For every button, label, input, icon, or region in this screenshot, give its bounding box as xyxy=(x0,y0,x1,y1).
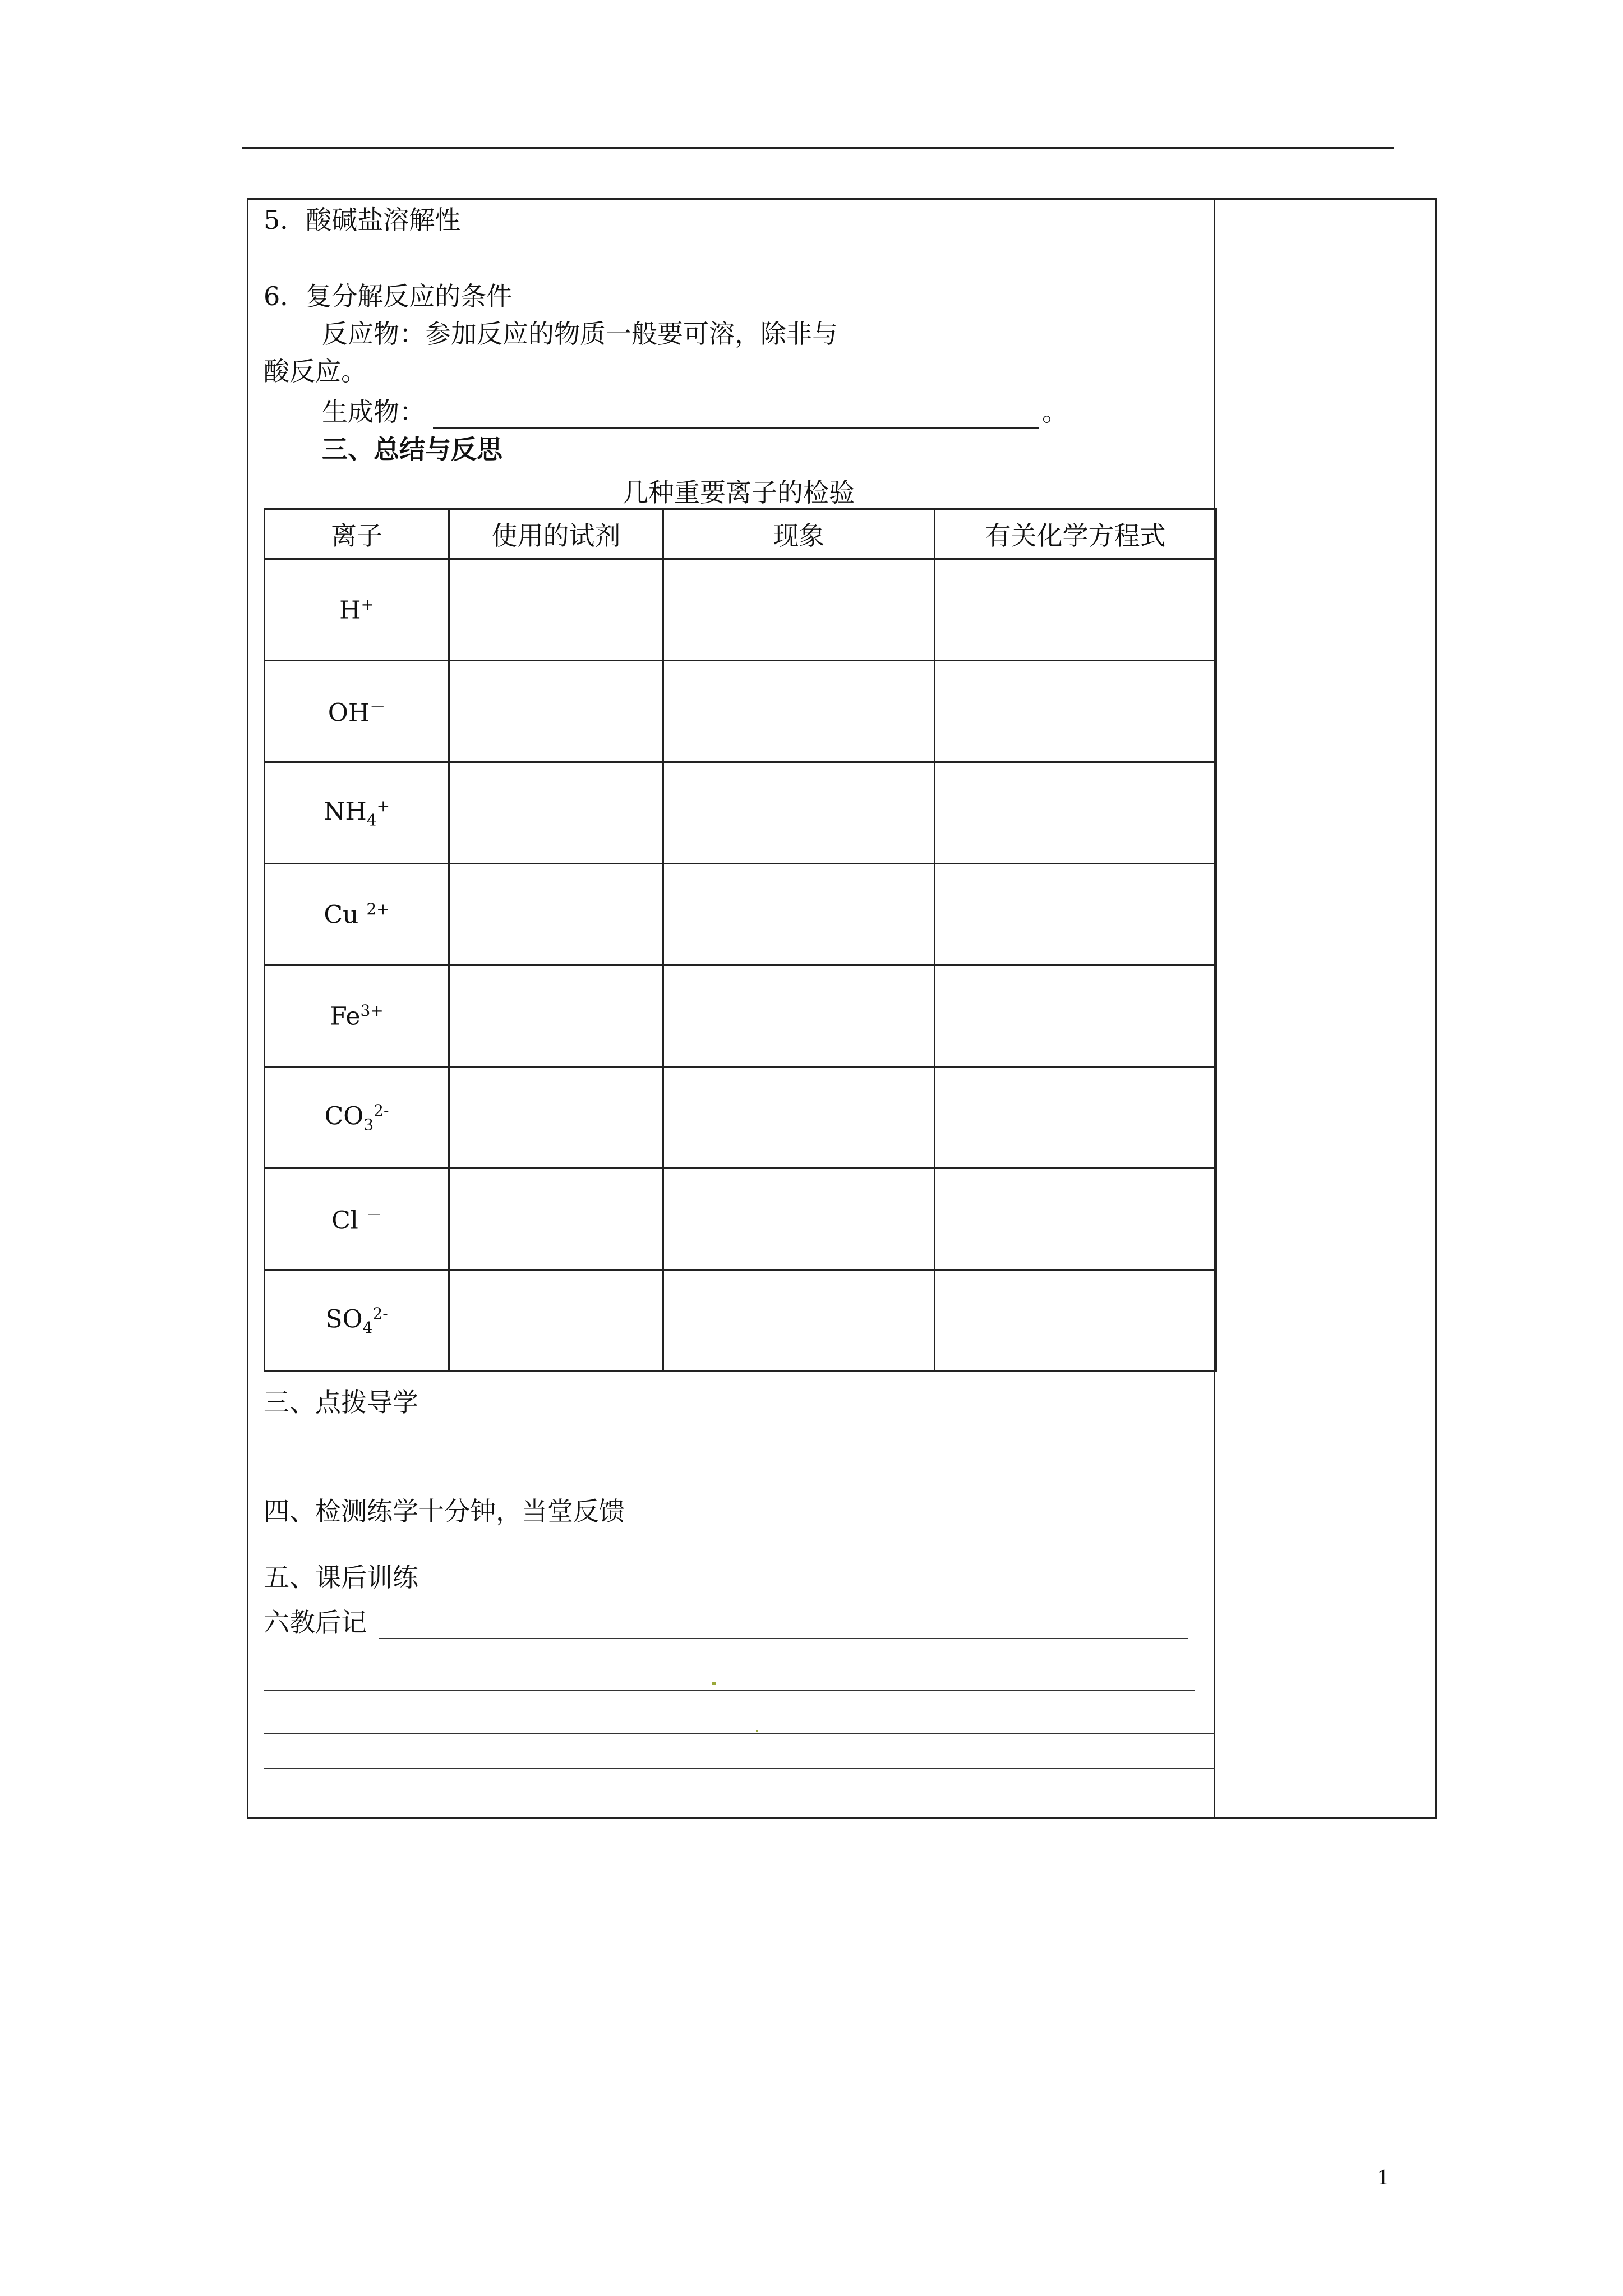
scan-speck xyxy=(756,1730,758,1732)
header-ion: 离子 xyxy=(265,509,449,559)
table-row xyxy=(265,1270,1216,1372)
reagent-cell[interactable] xyxy=(449,864,663,965)
reagent-cell[interactable] xyxy=(449,1270,663,1372)
ion-charge: － xyxy=(370,698,386,717)
ion-charge: 3+ xyxy=(360,1001,384,1020)
table-row xyxy=(265,661,1216,762)
scan-speck xyxy=(712,1682,716,1685)
table-row xyxy=(265,559,1216,661)
summary-heading: 三、总结与反思 xyxy=(322,434,502,464)
ion-symbol: SO xyxy=(325,1305,363,1334)
phenomenon-cell[interactable] xyxy=(663,661,935,762)
reagent-cell[interactable] xyxy=(449,1168,663,1270)
ion-test-table xyxy=(264,508,1217,1372)
phenomenon-cell[interactable] xyxy=(663,864,935,965)
header-reagent: 使用的试剂 xyxy=(449,509,663,559)
ion-subscript: 4 xyxy=(366,811,377,830)
homework-heading: 五、课后训练 xyxy=(264,1562,418,1593)
ion-cell xyxy=(265,1270,449,1372)
product-answer-blank[interactable] xyxy=(433,427,1039,429)
phenomenon-cell[interactable] xyxy=(663,965,935,1067)
ion-cell xyxy=(265,864,449,965)
reactant-condition-text-cont: 酸反应。 xyxy=(264,356,367,386)
header-rule xyxy=(242,147,1394,149)
ion-symbol: H xyxy=(339,596,361,625)
equation-cell[interactable] xyxy=(935,1270,1216,1372)
table-row xyxy=(265,1067,1216,1168)
ion-symbol: NH xyxy=(323,797,367,826)
notes-label: 六教后记 xyxy=(264,1607,367,1637)
product-end-mark: 。 xyxy=(1042,397,1068,427)
ion-cell xyxy=(265,661,449,762)
ion-charge: － xyxy=(366,1205,382,1225)
reagent-cell[interactable] xyxy=(449,661,663,762)
reagent-cell[interactable] xyxy=(449,965,663,1067)
guide-heading: 三、点拨导学 xyxy=(264,1387,418,1418)
ion-cell xyxy=(265,1067,449,1168)
ion-charge: 2- xyxy=(372,1304,388,1323)
reactant-condition-text: 反应物：参加反应的物质一般要可溶，除非与 xyxy=(322,319,838,349)
section-5-heading: 5．酸碱盐溶解性 xyxy=(264,205,461,235)
notes-line[interactable] xyxy=(264,1733,1215,1734)
table-row xyxy=(265,864,1216,965)
ion-cell xyxy=(265,1168,449,1270)
phenomenon-cell[interactable] xyxy=(663,1168,935,1270)
ion-symbol: OH xyxy=(328,698,370,728)
section-6-heading: 6．复分解反应的条件 xyxy=(264,281,513,311)
reagent-cell[interactable] xyxy=(449,762,663,864)
phenomenon-cell[interactable] xyxy=(663,1067,935,1168)
ion-symbol: Fe xyxy=(330,1002,361,1031)
ion-symbol: CO xyxy=(324,1102,364,1131)
notes-line[interactable] xyxy=(379,1638,1188,1639)
header-equation: 有关化学方程式 xyxy=(935,509,1216,559)
equation-cell[interactable] xyxy=(935,1168,1216,1270)
ion-charge: 2+ xyxy=(366,899,390,918)
ion-charge: + xyxy=(376,796,390,815)
ion-cell xyxy=(265,762,449,864)
notes-line[interactable] xyxy=(264,1768,1215,1769)
equation-cell[interactable] xyxy=(935,1067,1216,1168)
ion-symbol: Cl xyxy=(331,1206,366,1235)
ion-subscript: 4 xyxy=(362,1318,373,1337)
table-header-row xyxy=(265,509,1216,559)
ion-subscript: 3 xyxy=(363,1115,374,1134)
ion-charge: + xyxy=(361,595,374,614)
test-heading: 四、检测练学十分钟，当堂反馈 xyxy=(264,1496,625,1526)
ion-charge: 2- xyxy=(374,1101,389,1120)
equation-cell[interactable] xyxy=(935,661,1216,762)
phenomenon-cell[interactable] xyxy=(663,1270,935,1372)
phenomenon-cell[interactable] xyxy=(663,559,935,661)
equation-cell[interactable] xyxy=(935,965,1216,1067)
table-row xyxy=(265,965,1216,1067)
ion-cell xyxy=(265,559,449,661)
table-row xyxy=(265,1168,1216,1270)
table-row xyxy=(265,762,1216,864)
equation-cell[interactable] xyxy=(935,559,1216,661)
page-number: 1 xyxy=(1377,2164,1389,2189)
notes-line[interactable] xyxy=(264,1690,1195,1691)
product-label: 生成物： xyxy=(322,397,425,427)
header-phenomenon: 现象 xyxy=(663,509,935,559)
reagent-cell[interactable] xyxy=(449,1067,663,1168)
equation-cell[interactable] xyxy=(935,762,1216,864)
phenomenon-cell[interactable] xyxy=(663,762,935,864)
equation-cell[interactable] xyxy=(935,864,1216,965)
ion-table-caption: 几种重要离子的检验 xyxy=(623,477,855,508)
ion-symbol: Cu xyxy=(324,900,367,930)
ion-cell xyxy=(265,965,449,1067)
reagent-cell[interactable] xyxy=(449,559,663,661)
